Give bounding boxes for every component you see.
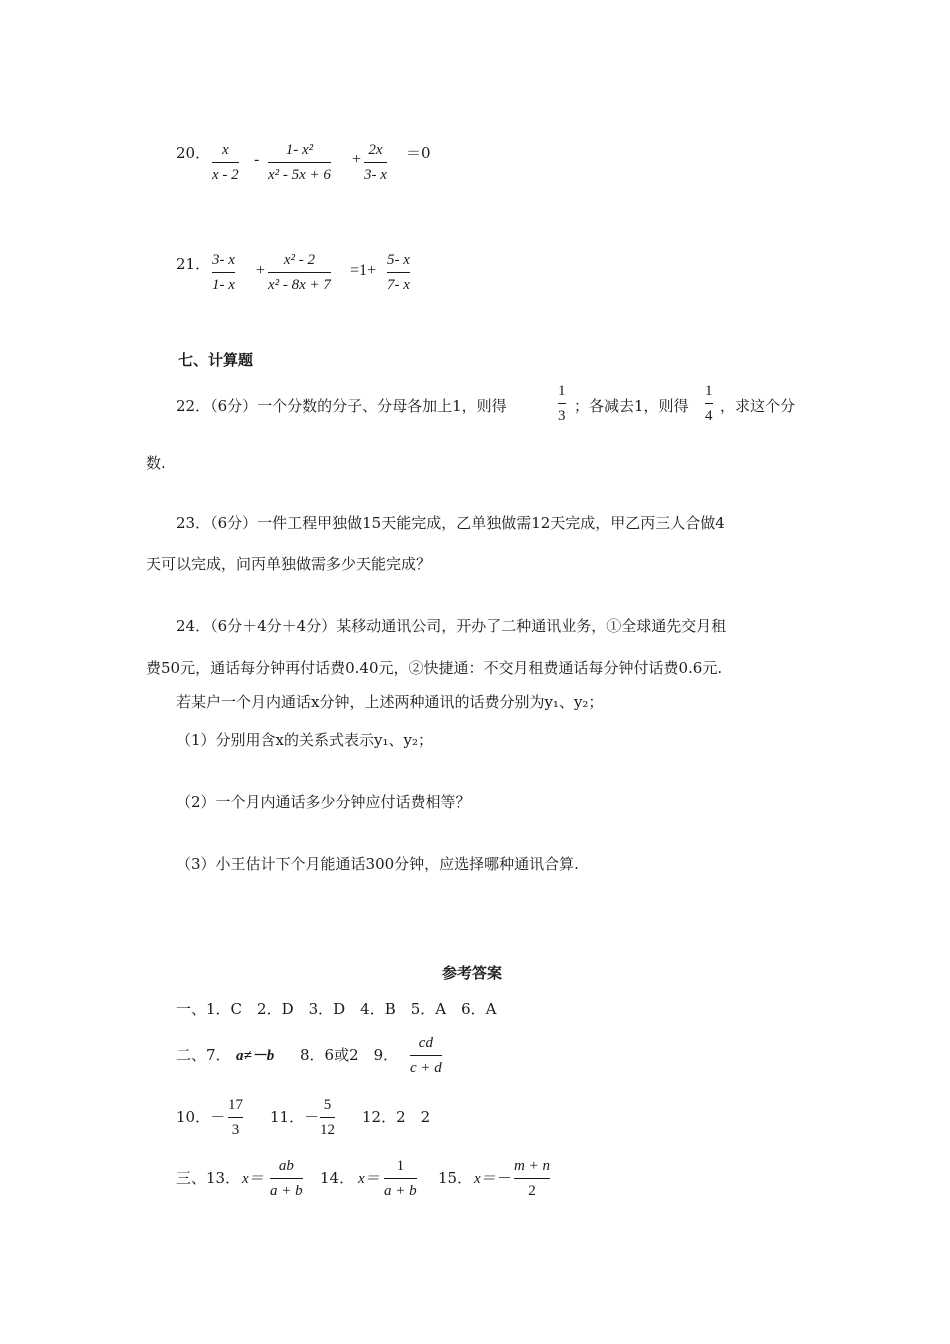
problem-24-question-2: （2）一个月内通话多少分钟应付话费相等？ xyxy=(176,793,471,811)
answers-row-3-c: 12．2 2 xyxy=(362,1108,431,1126)
fraction-denominator: a + b xyxy=(270,1183,303,1199)
fraction-denominator: 2 xyxy=(528,1183,536,1199)
operator: + xyxy=(256,262,266,279)
fraction-numerator: 3- x xyxy=(212,252,235,268)
fraction-bar xyxy=(410,1055,442,1056)
fraction-denominator: 1- x xyxy=(212,277,235,293)
problem-24-line-1: 24．（6分＋4分＋4分）某移动通讯公司，开办了二种通讯业务，①全球通先交月租 xyxy=(176,617,727,635)
answers-row-4-a-var: x＝ xyxy=(242,1171,264,1187)
fraction-numerator: ab xyxy=(278,1158,294,1174)
problem-22-fraction-1 xyxy=(558,381,566,426)
fraction-bar xyxy=(384,1178,417,1179)
answers-row-3-fraction-1 xyxy=(228,1095,243,1140)
problem-24-question-1: （1）分别用含x的关系式表示y₁、y₂； xyxy=(176,731,433,749)
problem-23-line-1: 23．（6分）一件工程甲独做15天能完成，乙单独做需12天完成，甲乙丙三人合做4 xyxy=(176,514,725,532)
fraction-numerator: 17 xyxy=(228,1097,243,1113)
fraction-denominator: 4 xyxy=(705,408,713,424)
fraction-numerator: x² - 2 xyxy=(283,252,316,268)
fraction-denominator: x² - 8x + 7 xyxy=(268,277,331,293)
fraction-bar xyxy=(705,403,713,404)
answers-title: 参考答案 xyxy=(442,964,503,982)
problem-20-fraction-1 xyxy=(212,140,239,185)
answers-row-2-fraction xyxy=(410,1033,442,1078)
fraction-bar xyxy=(270,1178,303,1179)
operator: - xyxy=(254,151,260,168)
fraction-denominator: 7- x xyxy=(387,277,410,293)
answers-row-2-mid: 8．6或2 9． xyxy=(300,1046,399,1064)
equals-one-plus: =1+ xyxy=(350,262,377,279)
problem-22-text-1: 22．（6分）一个分数的分子、分母各加上1，则得 xyxy=(176,397,507,415)
fraction-numerator: 5- x xyxy=(387,252,410,268)
fraction-denominator: 3 xyxy=(231,1122,240,1138)
fraction-bar xyxy=(268,272,331,273)
fraction-numerator: 2x xyxy=(368,142,383,158)
fraction-bar xyxy=(387,272,410,273)
problem-21-fraction-1 xyxy=(212,250,235,295)
problem-24-question-3: （3）小王估计下个月能通话300分钟，应选择哪种通讯合算. xyxy=(176,855,579,873)
answers-row-4-fraction-3 xyxy=(514,1156,550,1201)
fraction-bar xyxy=(212,162,239,163)
answers-row-3-a: 10．－ xyxy=(176,1108,226,1126)
problem-22-text-3: ，求这个分 xyxy=(720,397,796,415)
operator: + xyxy=(352,151,362,168)
answers-row-4-c-var: x＝－ xyxy=(474,1171,511,1187)
fraction-numerator: x xyxy=(221,142,229,158)
fraction-denominator: 12 xyxy=(320,1122,335,1138)
problem-20-label: 20． xyxy=(176,144,211,162)
fraction-numerator: 5 xyxy=(323,1097,332,1113)
fraction-denominator: c + d xyxy=(410,1060,442,1076)
problem-21-fraction-2 xyxy=(268,250,331,295)
problem-22-fraction-2 xyxy=(705,381,713,426)
answers-row-4-b-var: x＝ xyxy=(358,1171,380,1187)
fraction-denominator: x - 2 xyxy=(212,167,239,183)
fraction-numerator: 1 xyxy=(705,383,713,399)
answers-row-2-prefix: 二、7． xyxy=(176,1046,231,1064)
fraction-denominator: a + b xyxy=(384,1183,417,1199)
fraction-numerator: 1 xyxy=(396,1158,405,1174)
fraction-denominator: 3 xyxy=(558,408,566,424)
problem-20-rhs: ＝0 xyxy=(406,144,431,162)
answers-row-4-fraction-2 xyxy=(384,1156,417,1201)
fraction-numerator: 1 xyxy=(558,383,566,399)
problem-24-line-2: 费50元，通话每分钟再付话费0.40元，②快捷通：不交月租费通话每分钟付话费0.6元. xyxy=(146,659,723,677)
problem-20-fraction-3 xyxy=(364,140,387,185)
answers-row-4-a: 三、13． xyxy=(176,1169,241,1187)
answers-row-4-fraction-1 xyxy=(270,1156,303,1201)
fraction-numerator: m + n xyxy=(514,1158,550,1174)
fraction-bar xyxy=(364,162,387,163)
problem-22-text-4: 数. xyxy=(146,454,166,472)
problem-21-label: 21． xyxy=(176,255,211,273)
answers-row-3-b: 11．－ xyxy=(270,1108,320,1126)
fraction-bar xyxy=(320,1117,335,1118)
fraction-bar xyxy=(558,403,566,404)
problem-20-fraction-2 xyxy=(268,140,331,185)
answers-row-1: 一、1．C 2．D 3．D 4．B 5．A 6．A xyxy=(176,1000,497,1018)
problem-23-line-2: 天可以完成，问丙单独做需多少天能完成？ xyxy=(146,555,432,573)
problem-22-text-2: ；各减去1，则得 xyxy=(574,397,689,415)
problem-24-line-3: 若某户一个月内通话x分钟，上述两种通讯的话费分别为y₁、y₂； xyxy=(176,693,604,711)
answers-row-4-c: 15． xyxy=(438,1169,473,1187)
answers-row-2-equation: a≠－b xyxy=(236,1048,275,1064)
section-heading: 七、计算题 xyxy=(178,351,254,369)
answers-row-4-b: 14． xyxy=(320,1169,355,1187)
problem-21-fraction-3 xyxy=(387,250,410,295)
fraction-bar xyxy=(212,272,235,273)
fraction-bar xyxy=(228,1117,243,1118)
fraction-numerator: 1- x² xyxy=(285,142,314,158)
fraction-bar xyxy=(514,1178,550,1179)
fraction-numerator: cd xyxy=(418,1035,433,1051)
fraction-bar xyxy=(268,162,331,163)
fraction-denominator: 3- x xyxy=(364,167,387,183)
fraction-denominator: x² - 5x + 6 xyxy=(268,167,331,183)
answers-row-3-fraction-2 xyxy=(320,1095,335,1140)
